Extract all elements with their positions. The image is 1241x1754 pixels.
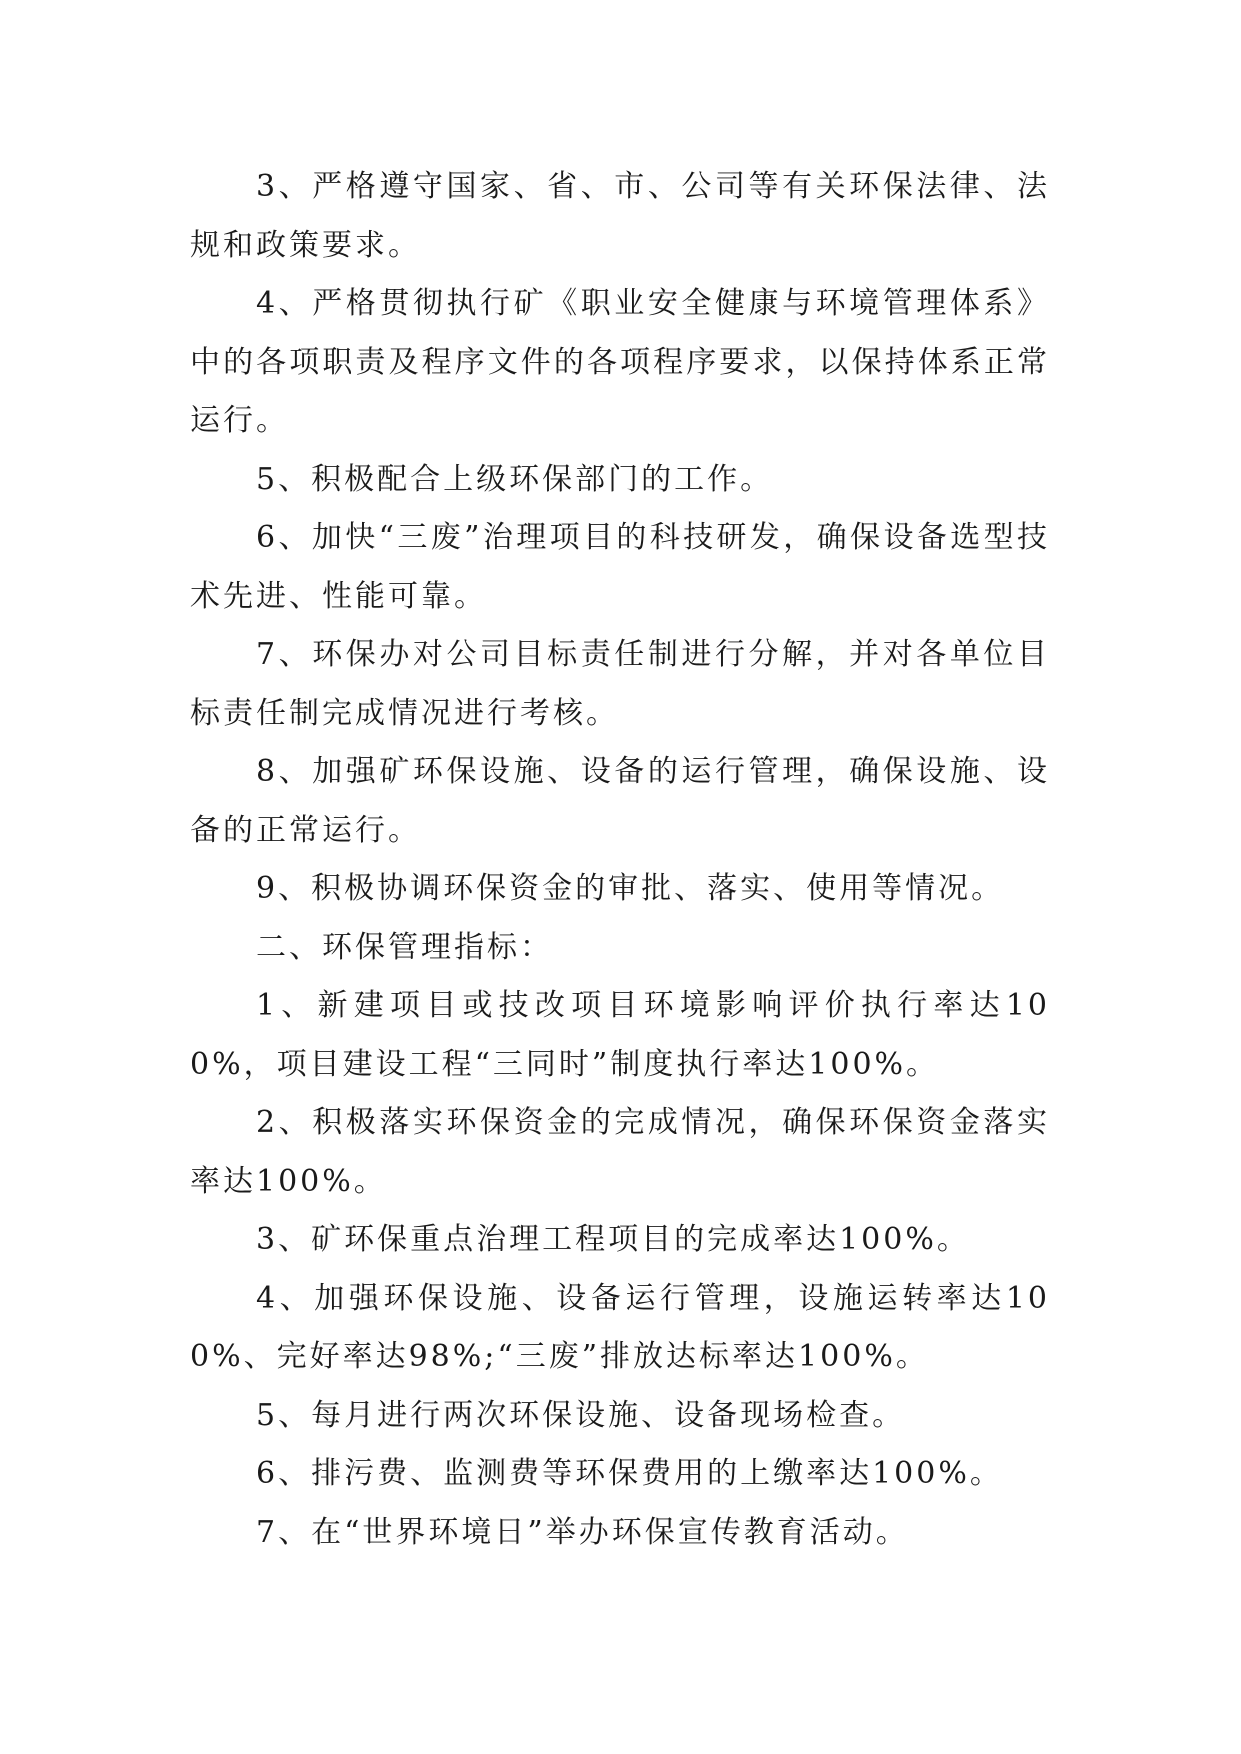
section-heading-indicators: 二、环保管理指标：	[256, 929, 553, 965]
paragraph-indicator-2: 2、积极落实环保资金的完成情况，确保环保资金落实率达100%。	[190, 1105, 1050, 1199]
paragraph-indicator-6: 6、排污费、监测费等环保费用的上缴率达100%。	[256, 1456, 1003, 1491]
paragraph-duty-6: 6、加快“三废”治理项目的科技研发，确保设备选型技术先进、性能可靠。	[190, 520, 1050, 614]
paragraph-indicator-1: 1、新建项目或技改项目环境影响评价执行率达100%，项目建设工程“三同时”制度执行率达100%。	[190, 988, 1050, 1082]
paragraph-duty-9: 9、积极协调环保资金的审批、落实、使用等情况。	[256, 871, 1005, 906]
paragraph-duty-8: 8、加强矿环保设施、设备的运行管理，确保设施、设备的正常运行。	[190, 754, 1050, 848]
paragraph-indicator-4: 4、加强环保设施、设备运行管理，设施运转率达100%、完好率达98%;“三废”排放达标率达100%。	[190, 1280, 1050, 1374]
paragraph-indicator-7: 7、在“世界环境日”举办环保宣传教育活动。	[256, 1514, 909, 1550]
paragraph-duty-3: 3、严格遵守国家、省、市、公司等有关环保法律、法规和政策要求。	[190, 169, 1050, 263]
paragraph-duty-7: 7、环保办对公司目标责任制进行分解，并对各单位目标责任制完成情况进行考核。	[190, 637, 1050, 731]
paragraph-indicator-5: 5、每月进行两次环保设施、设备现场检查。	[256, 1397, 906, 1433]
paragraph-indicator-3: 3、矿环保重点治理工程项目的完成率达100%。	[256, 1222, 970, 1257]
document-body	[190, 158, 1050, 1562]
paragraph-duty-5: 5、积极配合上级环保部门的工作。	[256, 461, 774, 497]
paragraph-duty-4: 4、严格贯彻执行矿《职业安全健康与环境管理体系》中的各项职责及程序文件的各项程序要求，以保持体系正常运行。	[190, 286, 1050, 438]
